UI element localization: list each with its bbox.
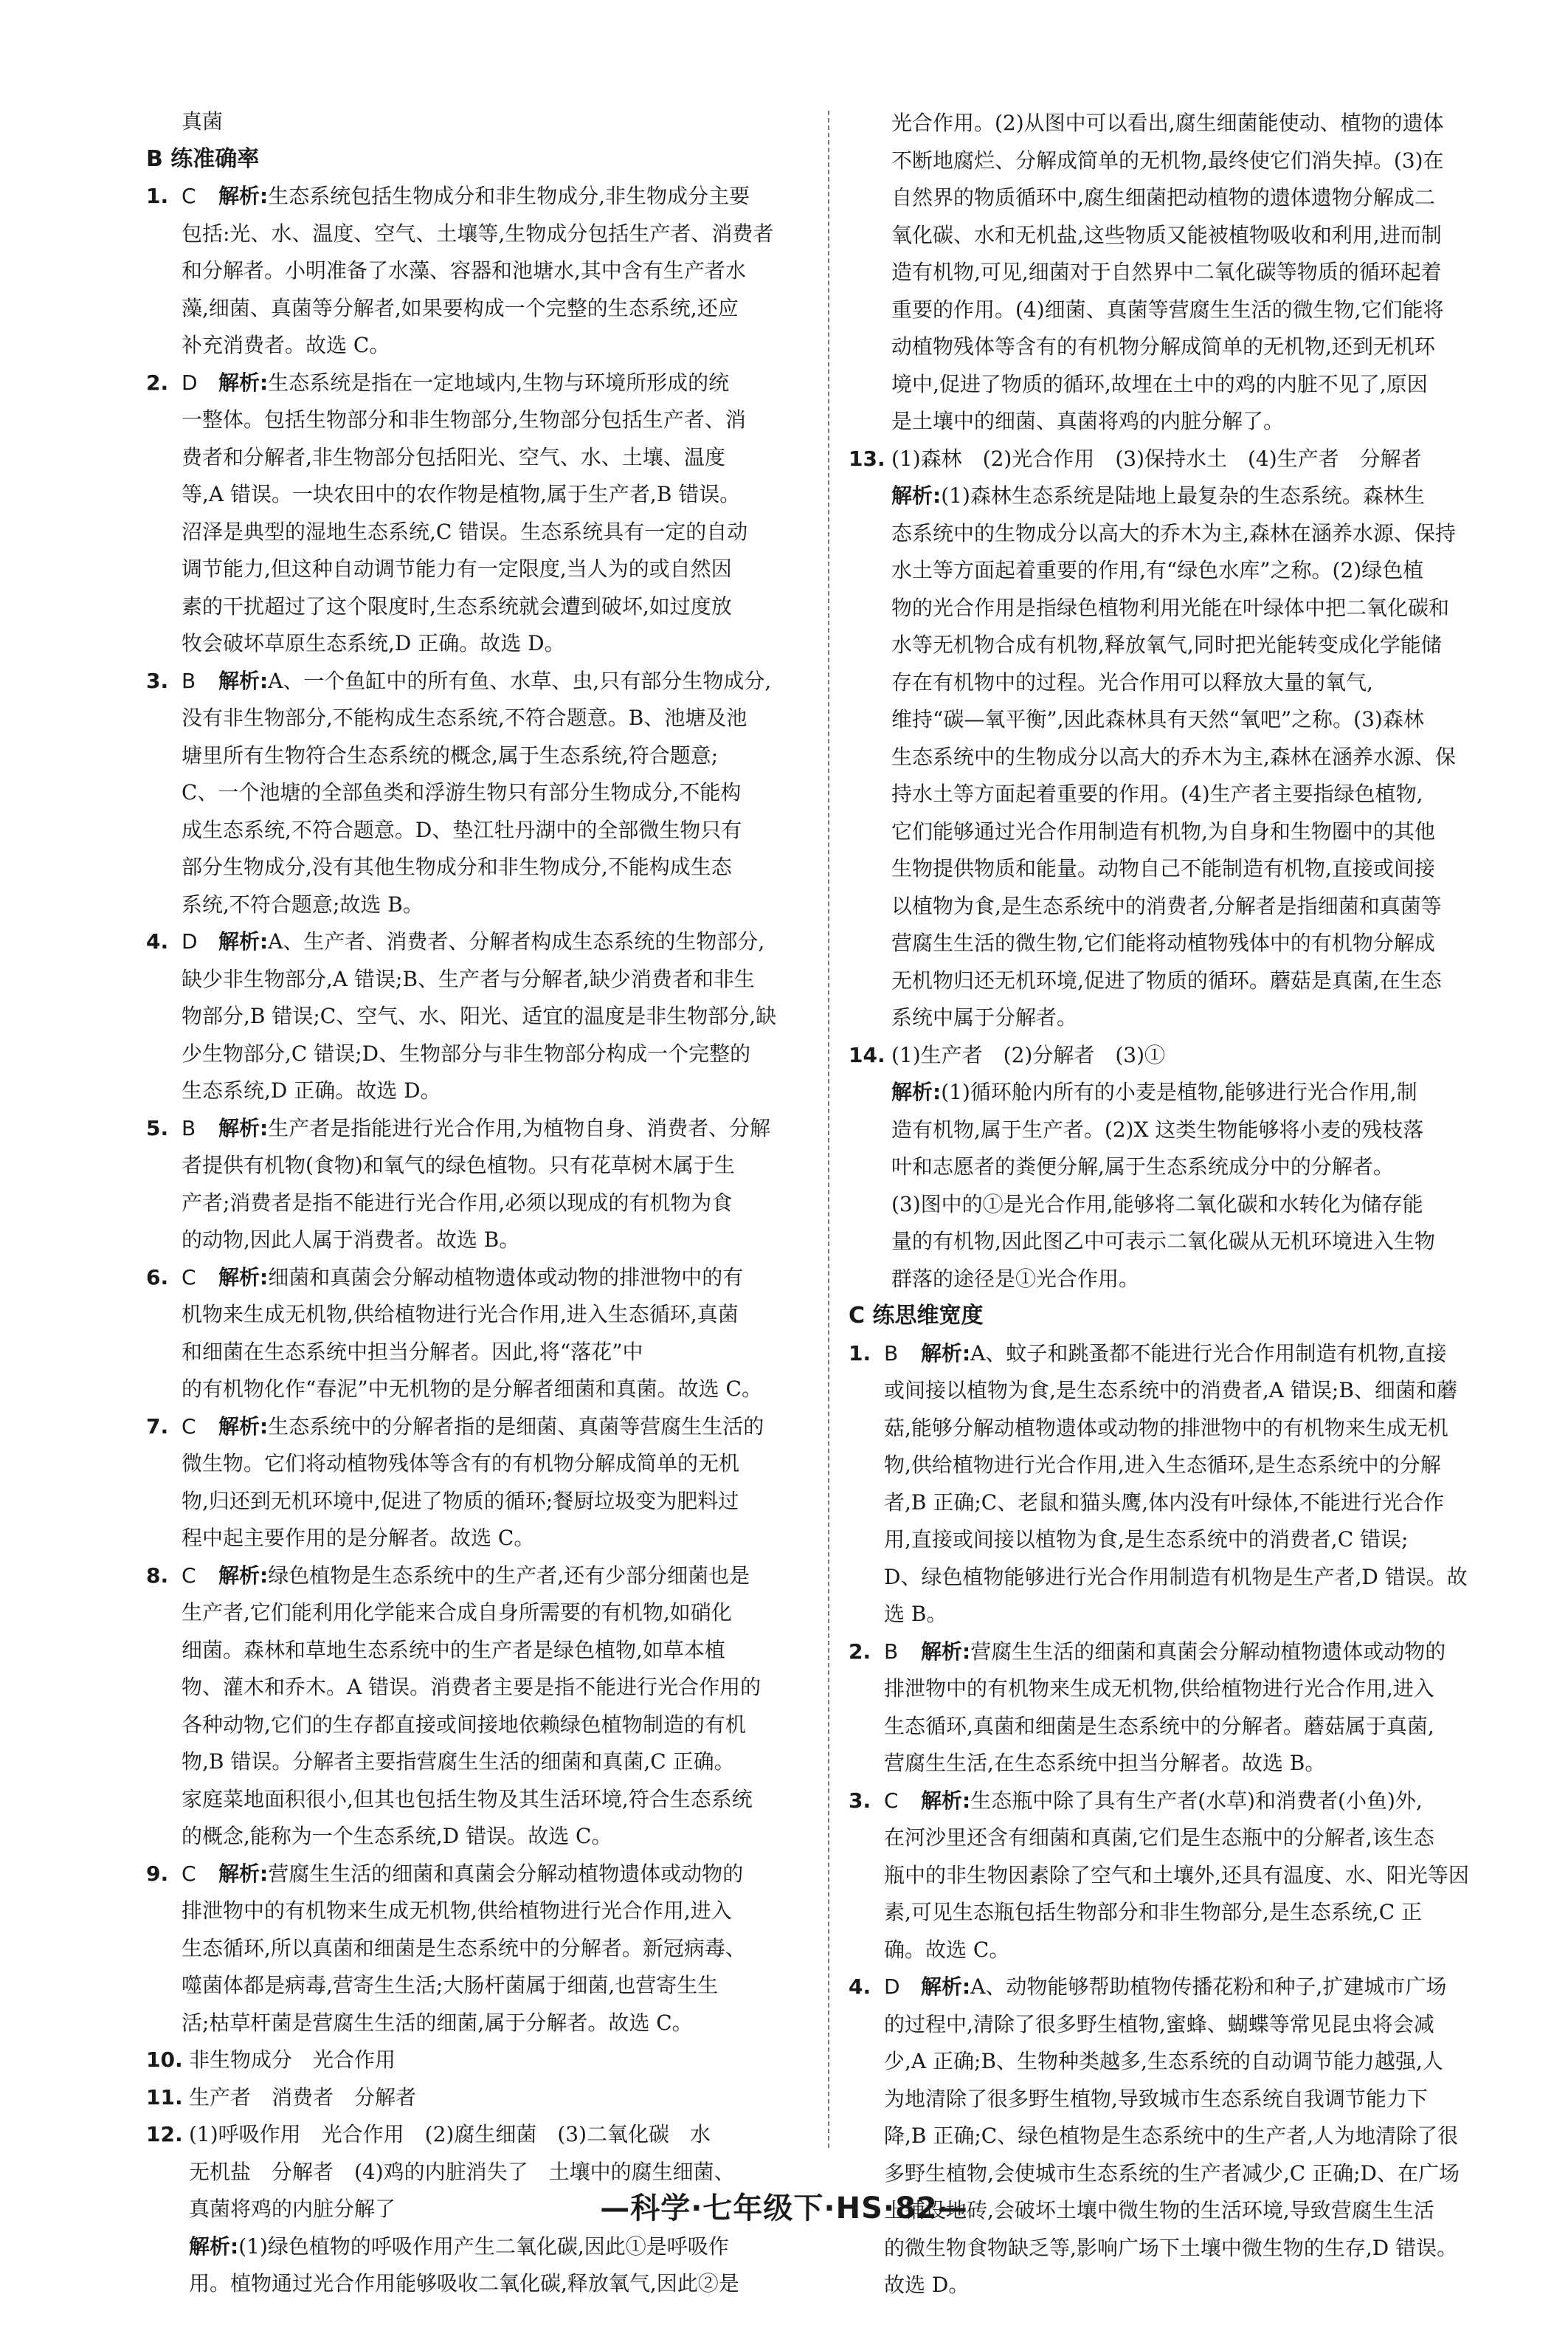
analysis-label: 解析:	[218, 1115, 269, 1140]
text-line: 部分生物成分,没有其他生物成分和非生物成分,不能构成生态	[182, 855, 732, 879]
question-item	[146, 1110, 810, 1148]
item-text: 非生物成分 光合作用	[189, 2047, 396, 2072]
item-text: 营腐生生活的细菌和真菌会分解动植物遗体或动物的	[970, 1639, 1446, 1664]
item-text: 生态系统包括生物成分和非生物成分,非生物成分主要	[268, 184, 750, 208]
question-number: 6.	[146, 1264, 169, 1289]
question-number: 5.	[146, 1115, 169, 1140]
question-item	[146, 178, 810, 216]
question-number: 8.	[146, 1563, 169, 1588]
question-number: 1.	[146, 184, 169, 208]
text-line: 生产者,它们能利用化学能来合成自身所需要的有机物,如硝化	[182, 1600, 732, 1625]
question-number: 4.	[146, 929, 169, 954]
analysis-label: 解析:	[218, 929, 269, 954]
question-number: 4.	[849, 1974, 871, 1999]
analysis-line	[849, 1074, 1513, 1112]
answer-choice: C	[182, 1264, 196, 1289]
question-number: 12.	[146, 2122, 183, 2146]
text-line: 物的光合作用是指绿色植物利用光能在叶绿体中把二氧化碳和	[891, 595, 1450, 620]
text-line: 和分解者。小明准备了水藻、容器和池塘水,其中含有生产者水	[182, 258, 746, 283]
text-line: 降,B 正确;C、绿色植物是生态系统中的生产者,人为地清除了很	[884, 2124, 1459, 2148]
text-line: 包括:光、水、温度、空气、土壤等,生物成分包括生产者、消费者	[182, 221, 774, 246]
right-column	[849, 105, 1513, 2304]
text-line: 或间接以植物为食,是生态系统中的消费者,A 错误;B、细菌和蘑	[884, 1378, 1457, 1402]
answer-choice: C	[884, 1788, 899, 1813]
text-line: 维持“碳—氧平衡”,因此森林具有天然“氧吧”之称。(3)森林	[891, 707, 1424, 731]
analysis-label: 解析:	[891, 1080, 942, 1104]
item-text: 生态系统是指在一定地域内,生物与环境所形成的统	[268, 370, 730, 395]
analysis-label: 解析:	[891, 483, 942, 508]
text-line: 菇,能够分解动植物遗体或动物的排泄物中的有机物来生成无机	[884, 1415, 1448, 1440]
question-number: 3.	[849, 1788, 871, 1813]
text-line: 生态系统中的生物成分以高大的乔木为主,森林在涵养水源、保	[891, 744, 1456, 769]
answer-choice: D	[884, 1974, 900, 1999]
text-line: 生物提供物质和能量。动物自己不能制造有机物,直接或间接	[891, 856, 1435, 881]
analysis-label: 解析:	[218, 1861, 269, 1886]
text-line: 物,归还到无机环境中,促进了物质的循环;餐厨垃圾变为肥料过	[182, 1488, 739, 1513]
question-item	[146, 2079, 810, 2117]
question-item	[849, 1335, 1513, 1373]
question-item	[146, 1259, 810, 1297]
text-line: 素,可见生态瓶包括生物部分和非生物部分,是生态系统,C 正	[884, 1900, 1423, 1924]
text-line: 一整体。包括生物部分和非生物部分,生物部分包括生产者、消	[182, 407, 746, 432]
text-line: 以植物为食,是生态系统中的消费者,分解者是指细菌和真菌等	[891, 893, 1442, 918]
text-line: 产者;消费者是指不能进行光合作用,必须以现成的有机物为食	[182, 1190, 733, 1215]
text-line: 的概念,能称为一个生态系统,D 错误。故选 C。	[182, 1824, 612, 1848]
text-line: 各种动物,它们的生存都直接或间接地依赖绿色植物制造的有机	[182, 1712, 746, 1737]
text-line: 叶和志愿者的粪便分解,属于生态系统成分中的分解者。	[891, 1154, 1394, 1179]
question-number: 14.	[849, 1042, 885, 1067]
answer-choice: D	[182, 929, 198, 954]
question-number: 1.	[849, 1340, 871, 1365]
text-line: 是土壤中的细菌、真菌将鸡的内脏分解了。	[891, 409, 1285, 433]
text-line: 噬菌体都是病毒,营寄生生活;大肠杆菌属于细菌,也营寄生生	[182, 1973, 719, 1997]
text-line: 它们能够通过光合作用制造有机物,为自身和生物圈中的其他	[891, 819, 1435, 844]
text-line: 排泄物中的有机物来生成无机物,供给植物进行光合作用,进入	[884, 1676, 1434, 1701]
text-line: 微生物。它们将动植物残体等含有的有机物分解成简单的无机	[182, 1451, 740, 1475]
text-line: 补充消费者。故选 C。	[182, 333, 390, 357]
text-line: 用。植物通过光合作用能够吸收二氧化碳,释放氧气,因此②是	[189, 2271, 739, 2295]
text-line: 重要的作用。(4)细菌、真菌等营腐生生活的微生物,它们能将	[891, 297, 1444, 322]
text-line: 水土等方面起着重要的作用,有“绿色水库”之称。(2)绿色植	[891, 558, 1424, 582]
answer-choice: B	[182, 668, 196, 693]
text-line: 的过程中,清除了很多野生植物,蜜蜂、蝴蝶等常见昆虫将会减	[884, 2011, 1434, 2036]
analysis-label: 解析:	[218, 184, 269, 208]
analysis-label: 解析:	[218, 668, 269, 693]
analysis-label: 解析:	[921, 1639, 971, 1664]
text-line: 排泄物中的有机物来生成无机物,供给植物进行光合作用,进入	[182, 1898, 732, 1923]
analysis-label: 解析:	[218, 1413, 269, 1439]
text-line: 自然界的物质循环中,腐生细菌把动植物的遗体遗物分解成二	[891, 185, 1435, 210]
text-line: 者提供有机物(食物)和氧气的绿色植物。只有花草树木属于生	[182, 1153, 735, 1177]
answer-choice: C	[182, 184, 196, 208]
text-line: 成生态系统,不符合题意。D、垫江牡丹湖中的全部微生物只有	[182, 817, 742, 842]
text-line: 动植物残体等含有的有机物分解成简单的无机物,还到无机环	[891, 334, 1435, 359]
item-text: 生态系统中的分解者指的是细菌、真菌等营腐生生活的	[268, 1413, 764, 1439]
analysis-label: 解析:	[218, 1264, 269, 1289]
text-line: 物,B 错误。分解者主要指营腐生生活的细菌和真菌,C 正确。	[182, 1749, 735, 1774]
item-text: 营腐生生活的细菌和真菌会分解动植物遗体或动物的	[268, 1861, 744, 1886]
text-line: 群落的途径是①光合作用。	[891, 1266, 1140, 1291]
text-line: 物,供给植物进行光合作用,进入生态循环,是生态系统中的分解	[884, 1453, 1441, 1477]
text-line: 故选 D。	[884, 2273, 970, 2297]
section-title: C 练思维宽度	[849, 1303, 984, 1329]
text-line: 光合作用。(2)从图中可以看出,腐生细菌能使动、植物的遗体	[891, 111, 1444, 135]
item-text: 细菌和真菌会分解动植物遗体或动物的排泄物中的有	[268, 1264, 744, 1289]
question-item	[146, 923, 810, 961]
analysis-label: 解析:	[921, 1340, 971, 1365]
answer-choice: C	[182, 1563, 196, 1588]
text-line: 家庭菜地面积很小,但其也包括生物及其生活环境,符合生态系统	[182, 1786, 753, 1811]
item-text: 生产者是指能进行光合作用,为植物自身、消费者、分解	[268, 1115, 771, 1140]
analysis-label: 解析:	[189, 2233, 239, 2259]
question-item	[146, 663, 810, 700]
text-line: 牧会破坏草原生态系统,D 正确。故选 D。	[182, 631, 565, 655]
question-item	[146, 1856, 810, 1893]
text-line: 用,直接或间接以植物为食,是生态系统中的消费者,C 错误;	[884, 1527, 1409, 1551]
text-line: 确。故选 C。	[884, 1937, 1010, 1962]
question-item	[146, 1408, 810, 1446]
item-text: 绿色植物是生态系统中的生产者,还有少部分细菌也是	[268, 1563, 750, 1588]
text-line: 者,B 正确;C、老鼠和猫头鹰,体内没有叶绿体,不能进行光合作	[884, 1489, 1445, 1515]
text-line: 真菌将鸡的内脏分解了	[189, 2197, 396, 2221]
analysis-text: (1)循环舱内所有的小麦是植物,能够进行光合作用,制	[941, 1080, 1417, 1104]
text-line: 等,A 错误。一块农田中的农作物是植物,属于生产者,B 错误。	[182, 482, 741, 506]
section-title: B 练准确率	[146, 145, 260, 172]
question-number: 10.	[146, 2047, 183, 2072]
text-line: 瓶中的非生物因素除了空气和土壤外,还具有温度、水、阳光等因	[884, 1862, 1469, 1887]
section-heading	[849, 1298, 1513, 1335]
text-line: 选 B。	[884, 1602, 947, 1626]
text-line: 物、灌木和乔木。A 错误。消费者主要是指不能进行光合作用的	[182, 1675, 761, 1699]
text-line: 无机物归还无机环境,促进了物质的循环。蘑菇是真菌,在生态	[891, 968, 1442, 993]
text-line: 少,A 正确;B、生物种类越多,生态系统的自动调节能力越强,人	[884, 2049, 1443, 2073]
question-item	[146, 365, 810, 402]
text-line: 素的干扰超过了这个限度时,生态系统就会遭到破坏,如过度放	[182, 593, 732, 619]
question-item	[146, 2042, 810, 2079]
item-text: 生产者 消费者 分解者	[189, 2084, 417, 2109]
text-line: 氧化碳、水和无机盐,这些物质又能被植物吸收和利用,进而制	[891, 222, 1442, 247]
analysis-text: (1)森林生态系统是陆地上最复杂的生态系统。森林生	[941, 483, 1425, 508]
text-line: 细菌。森林和草地生态系统中的生产者是绿色植物,如草本植	[182, 1637, 725, 1662]
text-line: 造有机物,属于生产者。(2)X 这类生物能够将小麦的残枝落	[891, 1117, 1424, 1142]
text-line: 少生物部分,C 错误;D、生物部分与非生物部分构成一个完整的	[182, 1041, 751, 1066]
left-column	[146, 103, 810, 2303]
item-text: (1)生产者 (2)分解者 (3)①	[891, 1042, 1165, 1067]
column-divider	[828, 111, 829, 2148]
text-line: 无机盐 分解者 (4)鸡的内脏消失了 土壤中的腐生细菌、	[189, 2159, 735, 2184]
text-line: 藻,细菌、真菌等分解者,如果要构成一个完整的生态系统,还应	[182, 295, 739, 320]
question-item	[849, 1633, 1513, 1671]
text-line: 调节能力,但这种自动调节能力有一定限度,当人为的或自然因	[182, 557, 732, 581]
question-number: 3.	[146, 668, 169, 693]
analysis-label: 解析:	[921, 1788, 971, 1813]
text-line: 不断地腐烂、分解成简单的无机物,最终使它们消失掉。(3)在	[891, 148, 1444, 173]
text-line: 的微生物食物缺乏等,影响广场下土壤中微生物的生存,D 错误。	[884, 2235, 1458, 2260]
analysis-label: 解析:	[218, 370, 269, 395]
text-line: 生态系统,D 正确。故选 D。	[182, 1078, 441, 1103]
text-line: 沼泽是典型的湿地生态系统,C 错误。生态系统具有一定的自动	[182, 519, 748, 544]
text-line: 上铺设地砖,会破坏土壤中微生物的生活环境,导致营腐生生活	[884, 2198, 1434, 2222]
answer-choice: B	[884, 1639, 899, 1664]
text-line: 和细菌在生态系统中担当分解者。因此,将“落花”中	[182, 1339, 643, 1364]
question-number: 2.	[849, 1639, 871, 1664]
text-line: 没有非生物部分,不能构成生态系统,不符合题意。B、池塘及池	[182, 706, 747, 730]
text-line: 营腐生生活,在生态系统中担当分解者。故选 B。	[884, 1751, 1326, 1775]
text-line: 系统中属于分解者。	[891, 1005, 1078, 1030]
question-item	[146, 1557, 810, 1595]
question-number: 7.	[146, 1413, 169, 1439]
text-line: 程中起主要作用的是分解者。故选 C。	[182, 1526, 535, 1550]
item-text: A、蚊子和跳蚤都不能进行光合作用制造有机物,直接	[970, 1340, 1447, 1365]
text-line: 造有机物,可见,细菌对于自然界中二氧化碳等物质的循环起着	[891, 260, 1442, 284]
text-line: 塘里所有生物符合生态系统的概念,属于生态系统,符合题意;	[182, 743, 719, 768]
text-line: 水等无机物合成有机物,释放氧气,同时把光能转变成化学能储	[891, 633, 1442, 657]
text-line: 营腐生生活的微生物,它们能将动植物残体中的有机物分解成	[891, 931, 1435, 955]
answer-choice: C	[182, 1861, 196, 1886]
item-text: A、生产者、消费者、分解者构成生态系统的生物部分,	[268, 929, 765, 954]
item-text: 生态瓶中除了具有生产者(水草)和消费者(小鱼)外,	[970, 1788, 1423, 1813]
answer-choice: C	[182, 1413, 196, 1439]
text-line: 生态循环,真菌和细菌是生态系统中的分解者。蘑菇属于真菌,	[884, 1713, 1434, 1738]
text-line: 量的有机物,因此图乙中可表示二氧化碳从无机环境进入生物	[891, 1229, 1435, 1253]
text-line: 真菌	[182, 109, 224, 134]
page-footer: —科学·七年级下·HS·82—	[600, 2191, 968, 2225]
analysis-line	[146, 2228, 810, 2266]
answer-choice: B	[884, 1340, 899, 1365]
answer-choice: B	[182, 1115, 196, 1140]
text-line: 存在有机物中的过程。光合作用可以释放大量的氧气,	[891, 669, 1373, 695]
text-line: D、绿色植物能够进行光合作用制造有机物是生产者,D 错误。故	[884, 1564, 1468, 1589]
question-number: 11.	[146, 2084, 183, 2109]
question-number: 9.	[146, 1861, 169, 1886]
text-line: 费者和分解者,非生物部分包括阳光、空气、水、土壤、温度	[182, 444, 725, 469]
text-line: 活;枯草杆菌是营腐生生活的细菌,属于分解者。故选 C。	[182, 2010, 693, 2035]
text-line: 缺少非生物部分,A 错误;B、生产者与分解者,缺少消费者和非生	[182, 966, 755, 991]
text-line: 的有机物化作“春泥”中无机物的是分解者细菌和真菌。故选 C。	[182, 1377, 762, 1401]
text-line: 的动物,因此人属于消费者。故选 B。	[182, 1227, 520, 1252]
question-item	[849, 441, 1513, 478]
text-line: 为地清除了很多野生植物,导致城市生态系统自我调节能力下	[884, 2086, 1428, 2111]
question-number: 13.	[849, 446, 885, 471]
answer-choice: D	[182, 370, 198, 395]
text-line: C、一个池塘的全部鱼类和浮游生物只有部分生物成分,不能构	[182, 780, 742, 805]
text-line: 生态循环,所以真菌和细菌是生态系统中的分解者。新冠病毒、	[182, 1935, 746, 1960]
text-line: 态系统中的生物成分以高大的乔木为主,森林在涵养水源、保持	[891, 520, 1456, 545]
item-text: A、一个鱼缸中的所有鱼、水草、虫,只有部分生物成分,	[268, 668, 772, 693]
question-item	[849, 1969, 1513, 2006]
item-text: A、动物能够帮助植物传播花粉和种子,扩建城市广场	[970, 1974, 1447, 1999]
text-line: 机物来生成无机物,供给植物进行光合作用,进入生态循环,真菌	[182, 1302, 739, 1326]
text-line: 持水土等方面起着重要的作用。(4)生产者主要指绿色植物,	[891, 782, 1423, 806]
item-text: (1)森林 (2)光合作用 (3)保持水土 (4)生产者 分解者	[891, 446, 1422, 471]
question-number: 2.	[146, 370, 169, 395]
analysis-label: 解析:	[921, 1974, 971, 1999]
analysis-label: 解析:	[218, 1563, 269, 1588]
text-line: 多野生植物,会使城市生态系统的生产者减少,C 正确;D、在广场	[884, 2160, 1460, 2186]
question-item	[849, 1037, 1513, 1075]
question-item	[849, 1783, 1513, 1820]
item-text: (1)呼吸作用 光合作用 (2)腐生细菌 (3)二氧化碳 水	[189, 2122, 711, 2146]
question-item	[146, 2116, 810, 2154]
text-line: 系统,不符合题意;故选 B。	[182, 892, 424, 917]
text-line: 境中,促进了物质的循环,故埋在土中的鸡的内脏不见了,原因	[891, 371, 1428, 396]
text-line: 在河沙里还含有细菌和真菌,它们是生态瓶中的分解者,该生态	[884, 1825, 1434, 1850]
analysis-line	[849, 478, 1513, 515]
section-heading	[146, 141, 810, 179]
text-line: (3)图中的①是光合作用,能够将二氧化碳和水转化为储存能	[891, 1191, 1423, 1216]
text-line: 物部分,B 错误;C、空气、水、阳光、适宜的温度是非生物部分,缺	[182, 1004, 777, 1028]
analysis-text: (1)绿色植物的呼吸作用产生二氧化碳,因此①是呼吸作	[238, 2233, 729, 2259]
